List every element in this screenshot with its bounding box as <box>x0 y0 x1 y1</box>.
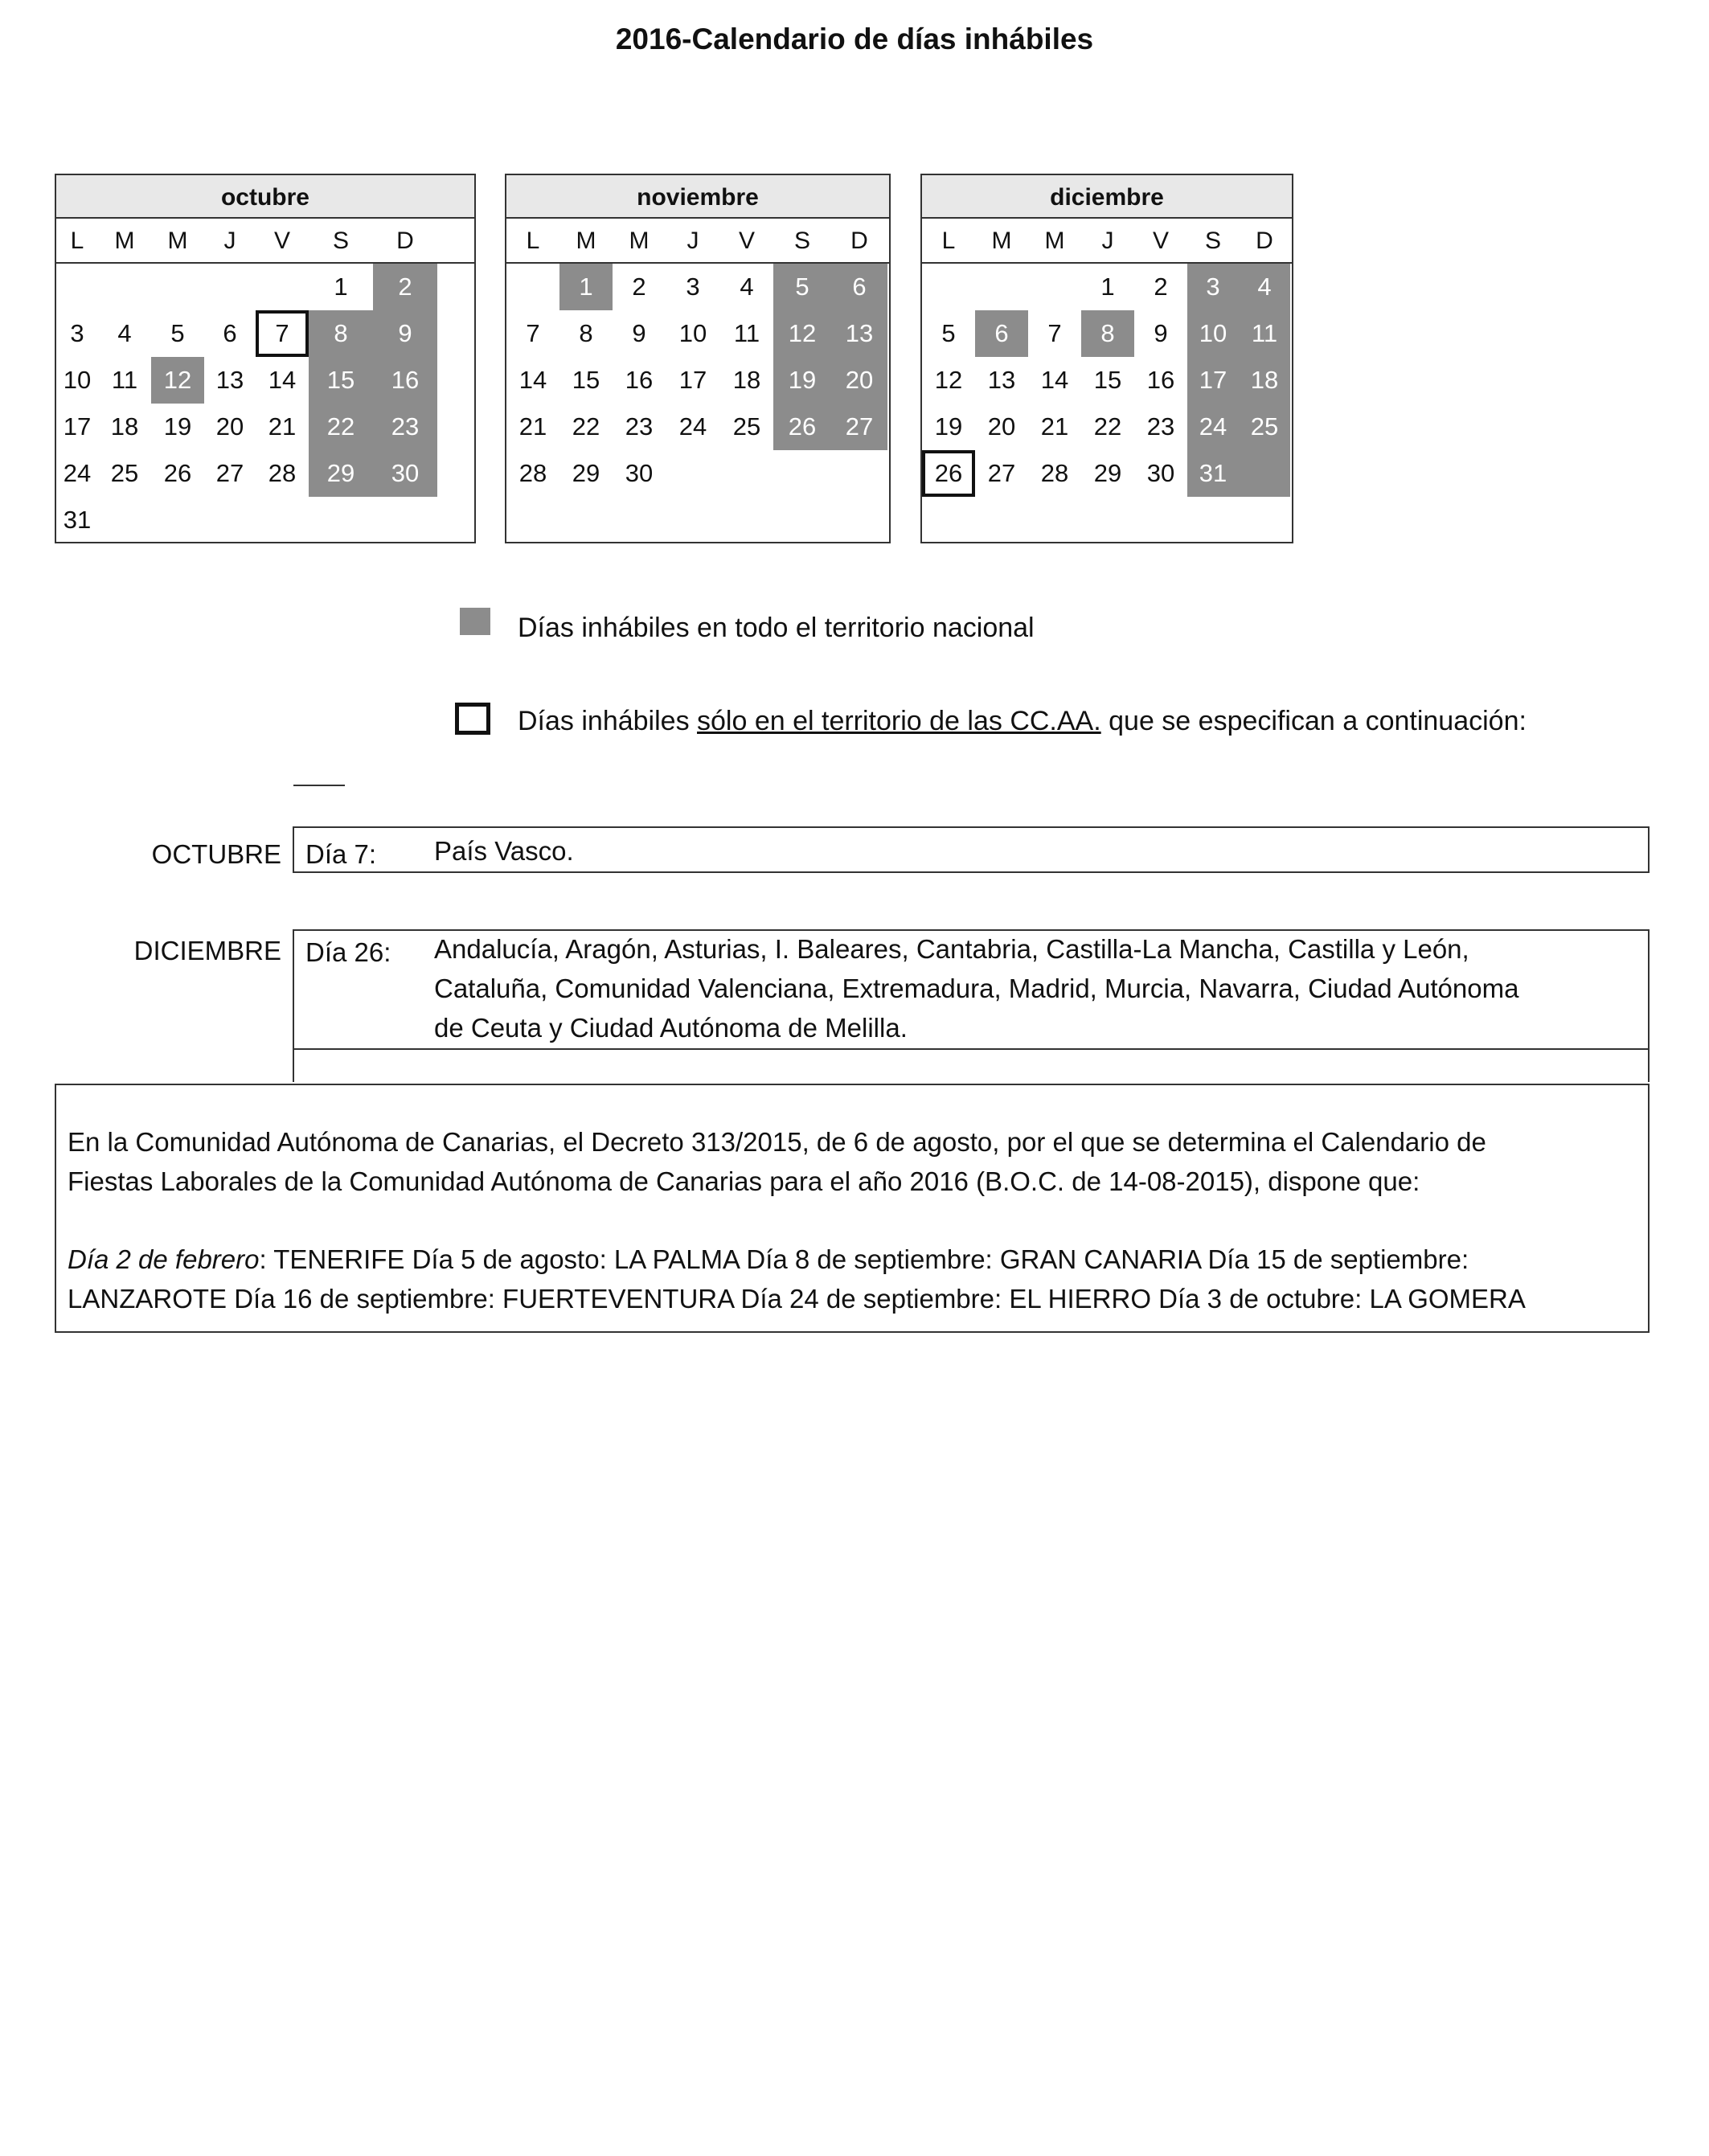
calendar-day: 18 <box>732 366 761 394</box>
weekday-header: M <box>114 227 135 254</box>
calendar-day: 14 <box>518 366 547 394</box>
calendar-day: 11 <box>733 319 760 347</box>
calendar-day: 30 <box>373 450 437 497</box>
regional-line: Cataluña, Comunidad Valenciana, Extremadura, Madrid, Murcia, Navarra, Ciudad Autónoma <box>434 973 1519 1003</box>
legend-regional-text <box>518 706 1527 737</box>
month-label-octubre: OCTUBRE <box>151 839 281 869</box>
calendar-day: 22 <box>309 404 373 450</box>
calendar-day: 4 <box>117 319 132 347</box>
calendar-day: 24 <box>63 459 92 487</box>
weekday-header: M <box>576 227 596 254</box>
separator-line <box>293 785 345 786</box>
calendar-month-title: noviembre <box>506 175 889 219</box>
calendar-day: 9 <box>373 310 437 357</box>
calendar-day: 4 <box>740 273 754 301</box>
calendar-day: 3 <box>686 273 700 301</box>
month-label-diciembre: DICIEMBRE <box>133 936 281 965</box>
calendar-day: 2 <box>373 264 437 310</box>
calendar-day: 11 <box>1239 310 1290 357</box>
weekday-header: J <box>223 227 236 254</box>
weekday-header: V <box>1152 227 1169 254</box>
calendar-day: 15 <box>1093 366 1122 394</box>
calendar-day: 13 <box>831 310 887 357</box>
weekday-header: M <box>629 227 650 254</box>
calendar-diciembre <box>920 174 1293 543</box>
calendar-day: 28 <box>1040 459 1069 487</box>
calendar-day: 20 <box>831 357 887 404</box>
calendar-day: 10 <box>63 366 92 394</box>
calendar-day: 5 <box>941 319 956 347</box>
weekday-header: D <box>850 227 868 254</box>
calendar-day: 10 <box>1187 310 1239 357</box>
calendar-day: 17 <box>63 412 92 441</box>
calendar-day: 17 <box>1187 357 1239 404</box>
calendar-day: 9 <box>1154 319 1168 347</box>
weekday-header: V <box>738 227 755 254</box>
legend-regional-pre: Días inhábiles <box>518 706 698 736</box>
calendar-day: 25 <box>1239 404 1290 450</box>
regional-communities: País Vasco. <box>434 836 574 866</box>
calendar-day: 26 <box>773 404 831 450</box>
calendar-day: 21 <box>518 412 547 441</box>
canarias-line: LANZAROTE Día 16 de septiembre: FUERTEVENTURA Día 24 de septiembre: EL HIERRO Día 3 de octubre: LA GOMERA <box>68 1284 1526 1314</box>
calendar-day: 6 <box>975 310 1028 357</box>
calendar-day: 30 <box>625 459 654 487</box>
weekday-header: V <box>273 227 290 254</box>
calendar-day: 28 <box>268 459 297 487</box>
page-title: 2016-Calendario de días inhábiles <box>615 23 1094 55</box>
calendar-day: 26 <box>163 459 192 487</box>
calendar-day: 8 <box>1081 310 1134 357</box>
calendar-day: 8 <box>579 319 593 347</box>
calendar-blank-cell <box>1239 450 1290 497</box>
calendar-day: 11 <box>111 366 138 394</box>
calendar-day: 22 <box>572 412 600 441</box>
calendar-day: 19 <box>163 412 192 441</box>
calendar-day: 12 <box>934 366 963 394</box>
weekday-header: L <box>941 227 956 254</box>
weekday-header: J <box>686 227 699 254</box>
calendar-day: 3 <box>1187 264 1239 310</box>
calendar-day: 29 <box>309 450 373 497</box>
calendar-day: 7 <box>1047 319 1062 347</box>
empty-row-box <box>293 1047 1650 1082</box>
calendar-day: 24 <box>678 412 707 441</box>
legend-regional-swatch <box>455 703 490 735</box>
weekday-header: M <box>1044 227 1065 254</box>
calendar-day: 26 <box>922 450 975 497</box>
canarias-note <box>55 1084 1650 1333</box>
calendar-day: 1 <box>559 264 613 310</box>
regional-day: Día 26: <box>305 937 391 967</box>
calendar-day: 20 <box>987 412 1016 441</box>
weekday-header: L <box>526 227 540 254</box>
calendar-day: 1 <box>334 273 348 301</box>
calendar-day: 16 <box>1146 366 1175 394</box>
calendar-day: 13 <box>987 366 1016 394</box>
weekday-header: M <box>167 227 188 254</box>
calendar-day: 27 <box>831 404 887 450</box>
calendar-day: 12 <box>151 357 204 404</box>
weekday-header: D <box>396 227 414 254</box>
calendar-day: 3 <box>70 319 84 347</box>
regional-line: Andalucía, Aragón, Asturias, I. Baleares, Cantabria, Castilla-La Mancha, Castilla y León, <box>434 934 1469 964</box>
regional-line: de Ceuta y Ciudad Autónoma de Melilla. <box>434 1013 908 1043</box>
weekday-header: J <box>1101 227 1114 254</box>
regional-row-octubre <box>293 826 1650 873</box>
calendar-day: 24 <box>1187 404 1239 450</box>
calendar-day: 21 <box>268 412 297 441</box>
calendar-day: 19 <box>934 412 963 441</box>
calendar-day: 23 <box>625 412 654 441</box>
calendar-month-title: octubre <box>56 175 474 219</box>
calendar-day: 25 <box>110 459 139 487</box>
calendar-day: 4 <box>1239 264 1290 310</box>
calendar-day: 13 <box>215 366 244 394</box>
calendar-day: 21 <box>1040 412 1069 441</box>
weekday-header: D <box>1256 227 1273 254</box>
legend-regional-underlined: sólo en el territorio de las CC.AA. <box>697 706 1101 736</box>
canarias-line: Fiestas Laborales de la Comunidad Autónoma de Canarias para el año 2016 (B.O.C. de 14-08-2015), dispone que: <box>68 1166 1420 1196</box>
calendar-day: 25 <box>732 412 761 441</box>
weekday-header: L <box>70 227 84 254</box>
calendar-day: 6 <box>831 264 887 310</box>
calendar-day: 2 <box>632 273 646 301</box>
calendar-day: 5 <box>170 319 185 347</box>
calendar-day: 5 <box>773 264 831 310</box>
calendar-day: 22 <box>1093 412 1122 441</box>
canarias-date-italic: Día 2 de febrero <box>68 1244 260 1274</box>
calendar-day: 10 <box>678 319 707 347</box>
calendar-day: 15 <box>572 366 600 394</box>
calendar-day: 6 <box>223 319 237 347</box>
calendar-noviembre <box>505 174 891 543</box>
calendar-day: 15 <box>309 357 373 404</box>
weekday-header: S <box>793 227 810 254</box>
canarias-line: En la Comunidad Autónoma de Canarias, el Decreto 313/2015, de 6 de agosto, por el que se determina el Calendario de <box>68 1127 1486 1157</box>
calendar-day: 23 <box>1146 412 1175 441</box>
calendar-day: 7 <box>526 319 540 347</box>
calendar-day: 17 <box>678 366 707 394</box>
weekday-header: S <box>332 227 349 254</box>
calendar-day: 16 <box>625 366 654 394</box>
calendar-day: 28 <box>518 459 547 487</box>
calendar-day: 12 <box>773 310 831 357</box>
calendar-day: 23 <box>373 404 437 450</box>
calendar-day: 9 <box>632 319 646 347</box>
weekday-header: S <box>1204 227 1221 254</box>
calendar-month-title: diciembre <box>922 175 1292 219</box>
legend-national-text: Días inhábiles en todo el territorio nacional <box>518 613 1035 643</box>
calendar-day: 29 <box>572 459 600 487</box>
calendar-day: 14 <box>1040 366 1069 394</box>
calendar-day: 18 <box>1239 357 1290 404</box>
calendar-day: 1 <box>1100 273 1115 301</box>
regional-communities <box>434 929 1640 1047</box>
calendar-day: 8 <box>309 310 373 357</box>
calendar-day: 2 <box>1154 273 1168 301</box>
calendar-day: 30 <box>1146 459 1175 487</box>
canarias-line-rest: : TENERIFE Día 5 de agosto: LA PALMA Día 8 de septiembre: GRAN CANARIA Día 15 de septiembre: <box>259 1244 1469 1274</box>
calendar-day: 27 <box>987 459 1016 487</box>
calendar-day: 20 <box>215 412 244 441</box>
weekday-header: M <box>991 227 1012 254</box>
regional-day: Día 7: <box>305 839 377 869</box>
calendar-day: 29 <box>1093 459 1122 487</box>
legend-national-swatch <box>460 608 490 635</box>
calendar-day: 31 <box>63 506 92 534</box>
legend-regional-post: que se especifican a continuación: <box>1100 706 1527 736</box>
calendar-day: 14 <box>268 366 297 394</box>
calendar-day: 27 <box>215 459 244 487</box>
canarias-line <box>68 1240 1635 1279</box>
calendar-day: 19 <box>773 357 831 404</box>
calendar-day: 18 <box>110 412 139 441</box>
calendar-day: 16 <box>373 357 437 404</box>
regional-row-diciembre <box>293 929 1650 1050</box>
calendar-octubre <box>55 174 476 543</box>
calendar-day: 7 <box>256 310 309 357</box>
calendar-day: 31 <box>1187 450 1239 497</box>
